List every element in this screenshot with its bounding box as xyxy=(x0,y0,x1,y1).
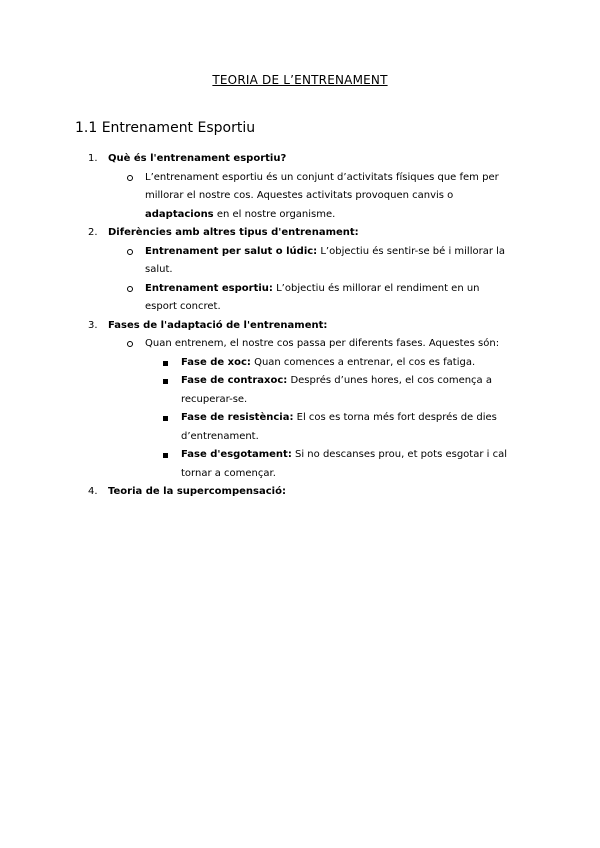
list-item-2 xyxy=(0,224,600,317)
hollow-circle-bullet-icon xyxy=(127,175,133,181)
phase-bullet xyxy=(0,372,600,409)
sub-bullet-bold-term: Entrenament esportiu: xyxy=(145,282,273,294)
hollow-circle-bullet-icon xyxy=(127,341,133,347)
section-heading: 1.1 Entrenament Esportiu xyxy=(75,120,256,136)
sub-bullet-text-end: en el nostre organisme. xyxy=(213,208,336,220)
list-number: 2. xyxy=(88,227,98,238)
list-number: 1. xyxy=(88,153,98,164)
item-heading: Què és l'entrenament esportiu? xyxy=(108,153,287,164)
sub-bullet xyxy=(0,243,600,280)
sub-bullet-bold-term: Entrenament per salut o lúdic: xyxy=(145,245,318,257)
phase-bullet xyxy=(0,354,600,373)
item-heading: Fases de l'adaptació de l'entrenament: xyxy=(108,319,328,331)
sub-bullet-text: L’entrenament esportiu és un conjunt d’activitats físiques que fem per millorar el nostre cos. Aquestes activitats provoquen canvis o xyxy=(145,171,499,201)
sub-bullet xyxy=(0,335,600,354)
sub-bullet-text: Quan entrenem, el nostre cos passa per diferents fases. Aquestes són: xyxy=(145,338,500,349)
phase-name: Fase de xoc: xyxy=(181,356,251,368)
phase-text: El cos es torna més fort després de dies d’entrenament. xyxy=(181,412,497,442)
document-title: TEORIA DE L’ENTRENAMENT xyxy=(212,73,388,87)
hollow-circle-bullet-icon xyxy=(127,249,133,255)
phase-name: Fase de contraxoc: xyxy=(181,375,288,386)
list-item-4 xyxy=(0,483,600,502)
square-bullet-icon xyxy=(163,379,168,384)
square-bullet-icon xyxy=(163,361,168,366)
phase-text: Si no descanses prou, et pots esgotar i cal tornar a començar. xyxy=(181,449,507,479)
phase-text: Quan comences a entrenar, el cos es fatiga. xyxy=(250,356,476,368)
list-number: 3. xyxy=(88,319,98,331)
phase-bullet xyxy=(0,409,600,446)
item-heading: Diferències amb altres tipus d'entrenament: xyxy=(108,227,359,238)
hollow-circle-bullet-icon xyxy=(127,286,133,292)
list-number: 4. xyxy=(88,486,98,497)
sub-bullet xyxy=(0,280,600,317)
list-item-1 xyxy=(0,150,600,224)
sub-bullet xyxy=(0,169,600,225)
square-bullet-icon xyxy=(163,453,168,458)
numbered-list xyxy=(0,150,600,502)
phase-bullet xyxy=(0,446,600,483)
phase-name: Fase de resistència: xyxy=(181,412,294,423)
sub-bullet-text: L’objectiu és sentir-se bé i millorar la salut. xyxy=(145,245,506,275)
sub-bullet-bold-term: adaptacions xyxy=(145,208,214,220)
phase-text: Després d’unes hores, el cos comença a recuperar-se. xyxy=(181,375,492,405)
list-item-3 xyxy=(0,317,600,484)
sub-bullet-text: L’objectiu és millorar el rendiment en un esport concret. xyxy=(145,282,480,312)
phase-name: Fase d'esgotament: xyxy=(181,449,292,460)
item-heading: Teoria de la supercompensació: xyxy=(108,486,286,497)
square-bullet-icon xyxy=(163,416,168,421)
